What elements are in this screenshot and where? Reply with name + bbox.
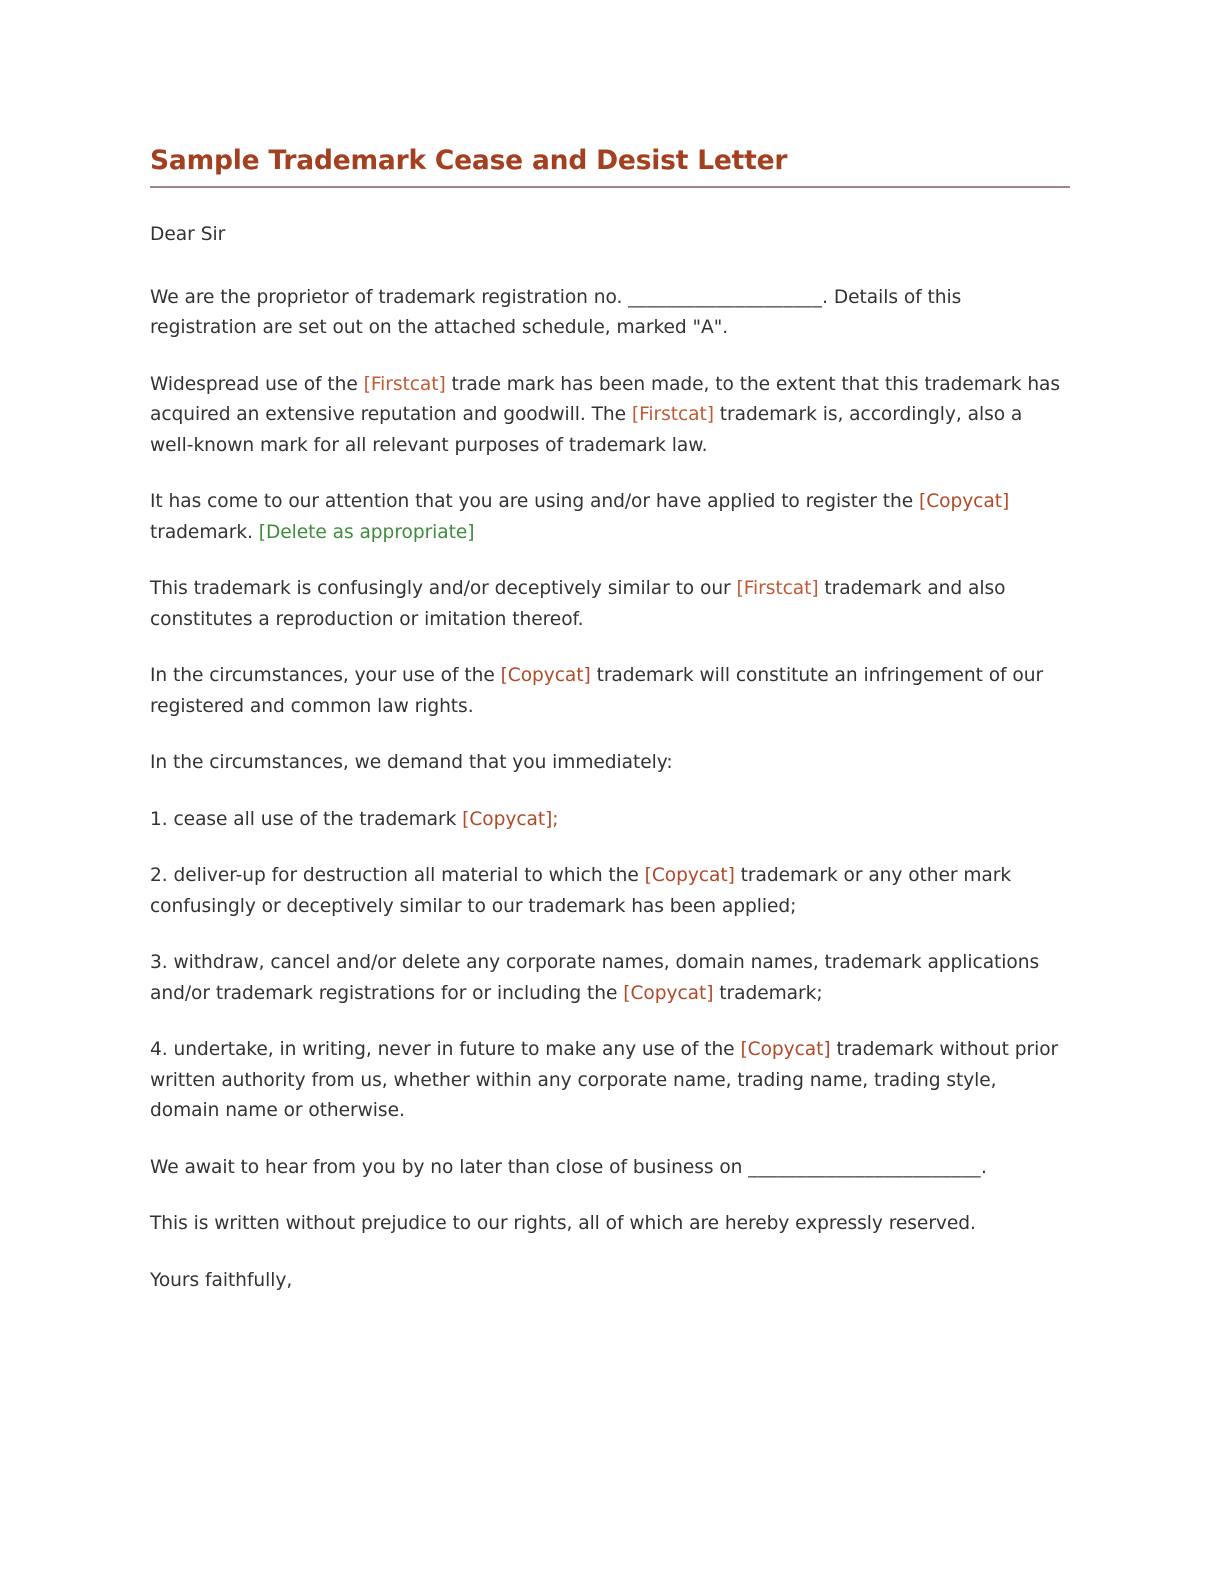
text-run: We await to hear from you by no later than close of business on bbox=[150, 1156, 749, 1178]
paragraph-confusingly-similar bbox=[150, 574, 1070, 635]
text-run: We are the proprietor of trademark registration no. bbox=[150, 286, 629, 308]
text-run: trademark. bbox=[150, 521, 259, 543]
text-run: trademark or any other mark confusingly or deceptively similar to our trademark has been applied; bbox=[150, 865, 1012, 917]
paragraph-widespread-use bbox=[150, 370, 1070, 462]
text-run: . bbox=[981, 1156, 987, 1178]
token-delete-as-appropriate: [Delete as appropriate] bbox=[258, 521, 475, 543]
paragraph-registration bbox=[150, 283, 1070, 344]
token-copycat: [Copycat] bbox=[623, 982, 714, 1004]
paragraph-attention bbox=[150, 487, 1070, 548]
paragraph-deadline bbox=[150, 1153, 1070, 1184]
text-run: trademark without prior written authority from us, whether within any corporate name, trading name, trading style, domain name or otherwise. bbox=[150, 1039, 1059, 1122]
text-run: trademark and also constitutes a reproduction or imitation thereof. bbox=[150, 578, 1006, 630]
blank-fill-registration-number: ____________________ bbox=[628, 286, 823, 308]
text-run: In the circumstances, your use of the bbox=[150, 665, 501, 687]
demand-item-4 bbox=[150, 1035, 1070, 1127]
token-firstcat: [Firstcat] bbox=[631, 404, 714, 426]
token-copycat: [Copycat] bbox=[500, 665, 591, 687]
text-run: 4. undertake, in writing, never in future to make any use of the bbox=[150, 1039, 741, 1061]
salutation: Dear Sir bbox=[150, 224, 226, 246]
text-run: trade mark has been made, to the extent that this trademark has acquired an extensive reputation and goodwill. The bbox=[150, 373, 1061, 426]
text-run: 1. cease all use of the trademark bbox=[150, 808, 463, 830]
document-content bbox=[150, 146, 1070, 1296]
sign-off: Yours faithfully, bbox=[150, 1269, 293, 1291]
page-title: Sample Trademark Cease and Desist Letter bbox=[150, 145, 788, 176]
paragraph-infringement bbox=[150, 661, 1070, 722]
paragraph-without-prejudice: This is written without prejudice to our rights, all of which are hereby expressly reserved. bbox=[150, 1213, 976, 1235]
blank-fill-deadline-date: ________________________ bbox=[748, 1156, 981, 1178]
text-run: 2. deliver-up for destruction all material to which the bbox=[150, 865, 645, 887]
text-run: trademark will constitute an infringement of our registered and common law rights. bbox=[150, 665, 1044, 717]
paragraph-demand-intro: In the circumstances, we demand that you immediately: bbox=[150, 752, 673, 774]
demand-item-1 bbox=[150, 805, 1070, 836]
token-firstcat: [Firstcat] bbox=[736, 578, 819, 600]
token-firstcat: [Firstcat] bbox=[363, 373, 446, 395]
text-run: trademark is, accordingly, also a well-known mark for all relevant purposes of trademark law. bbox=[150, 404, 1023, 456]
text-run: 3. withdraw, cancel and/or delete any corporate names, domain names, trademark applications and/or trademark registrations for or including the bbox=[150, 952, 1040, 1004]
text-run: . Details of this registration are set out on the attached schedule, marked "A". bbox=[150, 286, 962, 339]
token-copycat: [Copycat] bbox=[740, 1039, 831, 1061]
token-copycat: [Copycat] bbox=[644, 865, 735, 887]
token-copycat: [Copycat]; bbox=[462, 808, 559, 830]
text-run: It has come to our attention that you are using and/or have applied to register the bbox=[150, 491, 920, 513]
text-run: This trademark is confusingly and/or deceptively similar to our bbox=[150, 578, 737, 600]
demand-item-2 bbox=[150, 861, 1070, 922]
token-copycat: [Copycat] bbox=[919, 491, 1010, 513]
text-run: trademark; bbox=[713, 982, 823, 1004]
text-run: Widespread use of the bbox=[150, 373, 364, 395]
title-divider bbox=[150, 186, 1070, 188]
demand-item-3 bbox=[150, 948, 1070, 1009]
